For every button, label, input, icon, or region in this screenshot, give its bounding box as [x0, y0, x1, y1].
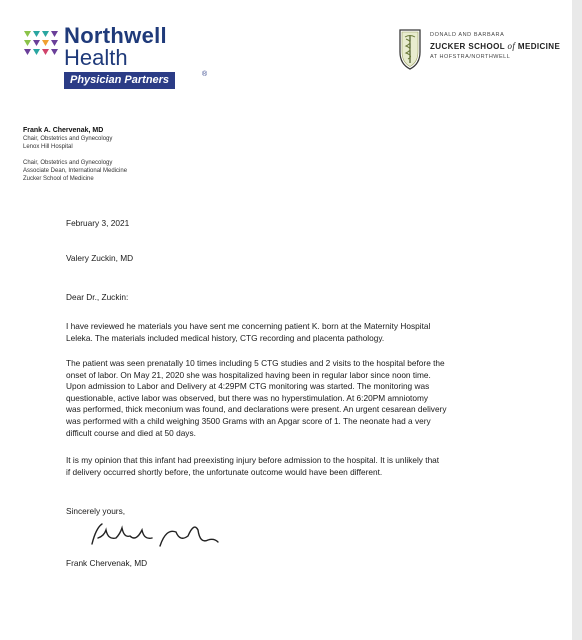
paragraph-line: was performed, thick meconium was found, and declarations were present. An urgent cesarean delivery — [66, 404, 447, 415]
registered-mark: ® — [202, 71, 208, 78]
paragraph-3 — [66, 455, 439, 478]
northwell-health-logo — [22, 23, 208, 97]
closing: Sincerely yours, — [66, 506, 126, 516]
zucker-line3: AT HOFSTRA/NORTHWELL — [430, 54, 511, 60]
letter-date: February 3, 2021 — [66, 218, 130, 228]
paragraph-2 — [66, 358, 446, 439]
paragraph-line: questionable, active labor was observed, but there was no hyperstimulation. At 6:20PM amniotomy — [66, 392, 429, 403]
paragraph-line: difficult course and died at 50 days. — [66, 427, 196, 438]
health-name: Health — [64, 45, 128, 70]
paragraph-line: was performed with a child weighing 3500 Grams with an Apgar score of 1. The neonate had a very — [66, 415, 431, 426]
page-edge — [572, 0, 582, 640]
paragraph-line: I have reviewed he materials you have sent me concerning patient K. born at the Maternity Hospital — [66, 321, 431, 331]
signer-name: Frank Chervenak, MD — [66, 558, 148, 568]
northwell-mark-icon — [22, 29, 58, 61]
caduceus-shield-icon — [398, 28, 422, 70]
paragraph-line: Upon admission to Labor and Delivery at 4:29PM CTG monitoring was started. The monitoring was — [66, 381, 430, 392]
physician-partners-badge: Physician Partners — [64, 72, 175, 89]
paragraph-line: if delivery occurred shortly before, the unfortunate outcome would have been different. — [66, 466, 383, 477]
zucker-line1: DONALD AND BARBARA — [430, 32, 505, 38]
sender-title-line: Chair, Obstetrics and Gynecology — [23, 136, 113, 142]
handwritten-signature — [90, 516, 220, 552]
sender-title-line: Lenox Hill Hospital — [23, 144, 73, 150]
paragraph-1 — [66, 321, 430, 344]
greeting: Dear Dr., Zuckin: — [66, 292, 129, 302]
zucker-school-name: ZUCKER SCHOOL of MEDICINE — [430, 41, 561, 51]
sender-block — [23, 126, 127, 183]
paragraph-line: Leleka. The materials included medical history, CTG recording and placenta pathology. — [66, 332, 385, 343]
paragraph-line: onset of labor. On May 21, 2020 she was hospitalized having been in regular labor since noon time. — [66, 369, 431, 380]
paragraph-line: It is my opinion that this infant had preexisting injury before admission to the hospital. It is unlikely that — [66, 455, 440, 465]
recipient: Valery Zuckin, MD — [66, 253, 134, 263]
northwell-name: Northwell — [64, 23, 167, 48]
paragraph-line: The patient was seen prenatally 10 times including 5 CTG studies and 2 visits to the hospital before the — [66, 358, 445, 368]
sender-title-line: Zucker School of Medicine — [23, 176, 94, 182]
sender-title-line: Chair, Obstetrics and Gynecology — [23, 160, 113, 166]
sender-name: Frank A. Chervenak, MD — [23, 127, 104, 134]
zucker-school-logo — [398, 28, 561, 72]
sender-title-line: Associate Dean, International Medicine — [23, 168, 128, 174]
